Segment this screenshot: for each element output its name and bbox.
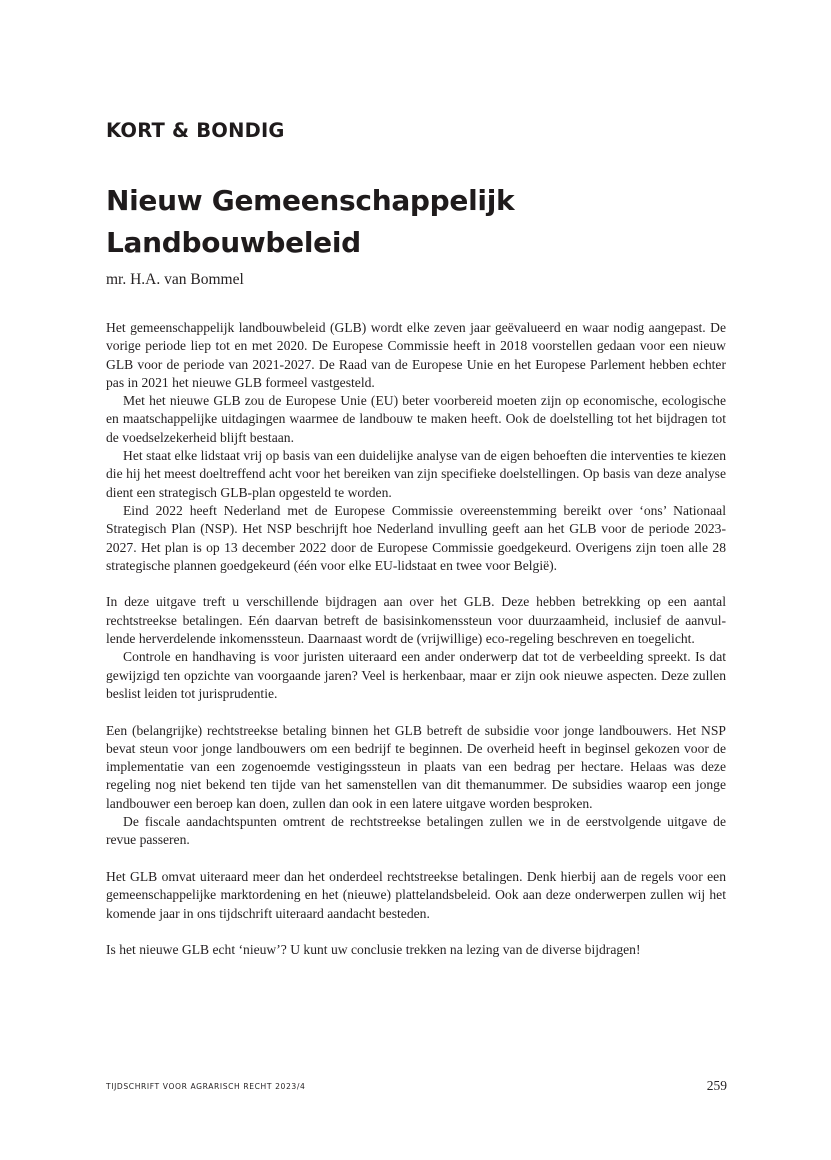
paragraph: Eind 2022 heeft Nederland met de Europese Commissie overeenstemming bereikt over ‘ons’ Nationaal Strategisch Plan (NSP). Het NSP beschrijft hoe Nederland invulling geeft aan het GLB voor de periode 2023-2027. Het plan is op 13 december 2022 door de Europese Commissie goedgekeurd. Overigens zijn toen alle 28 strategische plannen goedgekeurd (één voor elke EU-lidstaat en twee voor België). xyxy=(106,502,726,573)
paragraph-block-1 xyxy=(106,319,726,575)
paragraph: Het GLB omvat uiteraard meer dan het onderdeel rechtstreekse betalingen. Denk hierbij aan de regels voor een gemeenschappelijke marktordening en het (nieuwe) plattelandsbeleid. Ook aan deze onderwerpen zullen wij het komende jaar in ons tijdschrift uiteraard aandacht besteden. xyxy=(106,868,726,921)
article-body xyxy=(106,319,726,978)
paragraph-block-5 xyxy=(106,941,726,959)
paragraph: Het gemeenschappelijk landbouwbeleid (GLB) wordt elke zeven jaar geëvalueerd en waar nodig aangepast. De vorige periode liep tot en met 2020. De Europese Commissie heeft in 2018 voorstellen gedaan voor een nieuw GLB voor de periode van 2021-2027. De Raad van de Europese Unie en het Europese Parlement hebben echter pas in 2021 het nieuwe GLB formeel vastgesteld. xyxy=(106,320,726,390)
paragraph: Een (belangrijke) rechtstreekse betaling binnen het GLB betreft de subsidie voor jonge landbouwers. Het NSP bevat steun voor jonge landbouwers om een bedrijf te beginnen. De overheid heeft in beginsel gekozen voor de implementatie van een zogenoemde vestigingssteun in plaats van een bedrag per hectare. Helaas was deze regeling nog niet bekend ten tijde van het samenstellen van dit themanummer. De subsidies waarop een jonge landbouwer een beroep kan doen, zullen dan ook in een latere uitgave worden besproken. xyxy=(106,722,726,811)
paragraph: Het staat elke lidstaat vrij op basis van een duidelijke analyse van de eigen behoeften die interventies te kiezen die hij het meest doeltreffend acht voor het bereiken van zijn specifieke doelstellingen. Op basis van deze analyse dient een strategisch GLB-plan opgesteld te worden. xyxy=(106,448,726,500)
paragraph: Met het nieuwe GLB zou de Europese Unie (EU) beter voorbereid moeten zijn op economische, ecologische en maatschappelijke uitdagingen waarmee de landbouw te maken heeft. Ook de doelstelling tot het bijdragen tot de voedselzekerheid blijft bestaan. xyxy=(106,393,726,445)
journal-footer: TIJDSCHRIFT VOOR AGRARISCH RECHT 2023/4 xyxy=(106,1082,306,1091)
article-title: Nieuw Gemeenschappelijk Landbouwbeleid xyxy=(106,184,515,259)
paragraph: De fiscale aandachtspunten omtrent de rechtstreekse betalingen zullen we in de eerstvolgende uitgave de revue passeren. xyxy=(106,814,726,848)
section-label: KORT & BONDIG xyxy=(106,119,285,142)
page-number: 259 xyxy=(706,1078,727,1093)
article-author: mr. H.A. van Bommel xyxy=(106,271,244,288)
paragraph-block-4 xyxy=(106,868,726,923)
paragraph: Controle en handhaving is voor juristen uiteraard een ander onderwerp dat tot de verbeelding spreekt. Is dat gewijzigd ten opzichte van voorgaande jaren? Veel is herkenbaar, maar er zijn ook nieuwe aspecten. Deze zullen beslist leiden tot jurisprudentie. xyxy=(106,649,726,701)
paragraph-block-3 xyxy=(106,722,726,850)
paragraph-block-2 xyxy=(106,593,726,703)
paragraph: In deze uitgave treft u verschillende bijdragen aan over het GLB. Deze hebben betrekking op een aantal rechtstreekse betalingen. Eén daarvan betreft de basisinkomenssteun voor duurzaamheid, inclusief de aanvullende herverdelende inkomenssteun. Daarnaast wordt de (vrijwillige) eco-regeling beschreven en toegelicht. xyxy=(106,594,726,647)
paragraph: Is het nieuwe GLB echt ‘nieuw’? U kunt uw conclusie trekken na lezing van de diverse bijdragen! xyxy=(106,942,641,958)
